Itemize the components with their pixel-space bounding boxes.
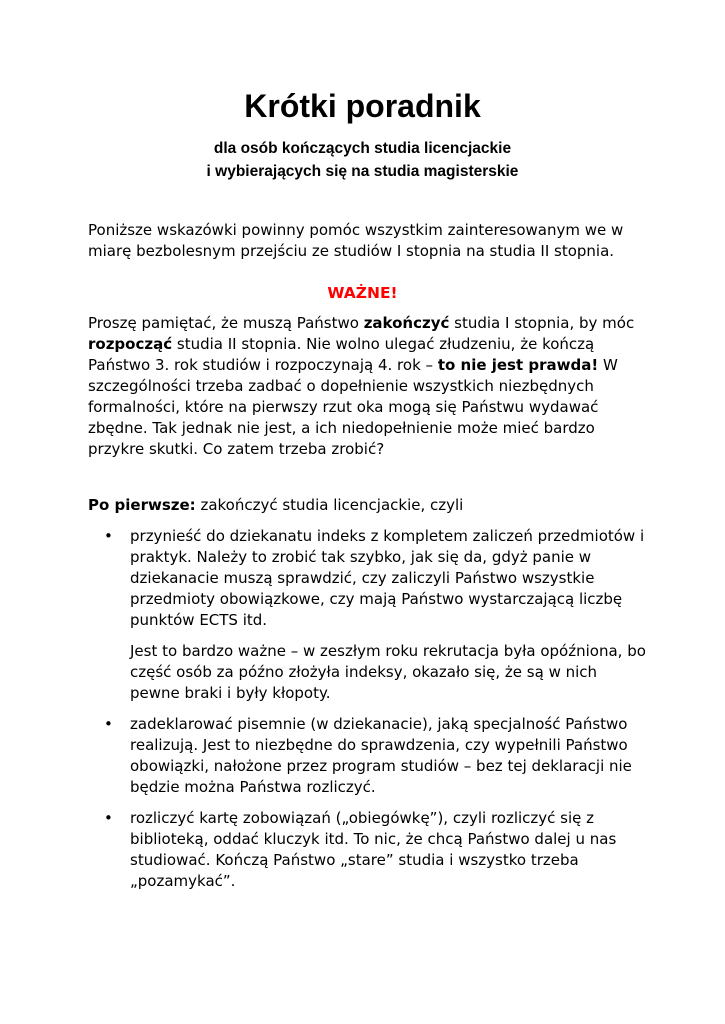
warning-text-1: Proszę pamiętać, że muszą Państwo [88, 314, 364, 332]
warning-text-4: W szczególności trzeba zadbać o dopełnienie wszystkich niezbędnych formalności, które na pierwszy rzut oka mogą się Państwu wydawać zbędne. Tak jednak nie jest, a ich niedopełnienie może mieć bardzo przykre skutki. Co zatem trzeba zrobić? [88, 356, 618, 458]
bullet-icon: • [104, 527, 113, 545]
list-item-note: Jest to bardzo ważne – w zeszłym roku rekrutacja była opóźniona, bo część osób za późno złożyła indeksy, okazało się, że są w nich pewne braki i były kłopoty. [130, 642, 646, 702]
warning-bold-start: rozpocząć [88, 335, 173, 353]
document-title: Krótki poradnik [244, 88, 481, 124]
warning-text-3: studia II stopnia. Nie wolno ulegać złudzeniu, że kończą Państwo 3. rok studiów i rozpoczynają 4. rok – [88, 335, 595, 374]
first-step-line [88, 495, 648, 516]
subtitle-line-1: dla osób kończących studia licencjackie [213, 140, 512, 157]
first-step-text: zakończyć studia licencjackie, czyli [195, 496, 464, 514]
list-item-text: przynieść do dziekanatu indeks z kompletem zaliczeń przedmiotów i praktyk. Należy to zrobić tak szybko, jak się da, gdyż panie w dziekanacie muszą sprawdzić, czy zaliczyli Państwo wszystkie przedmioty obowiązkowe, czy mają Państwo wystarczającą liczbę punktów ECTS itd. [130, 527, 645, 629]
warning-bold-not-true: to nie jest prawda! [437, 356, 599, 374]
list-item [88, 714, 648, 798]
list-item [88, 808, 648, 892]
list-item [88, 526, 648, 704]
intro-paragraph: Poniższe wskazówki powinny pomóc wszystkim zainteresowanym we w miarę bezbolesnym przejściu ze studiów I stopnia na studia II stopnia. [88, 221, 624, 260]
bullet-list [88, 526, 648, 902]
list-item-text: zadeklarować pisemnie (w dziekanacie), jaką specjalność Państwo realizują. Jest to niezbędne do sprawdzenia, czy wypełnili Państwo obowiązki, nałożone przez program studiów – bez tej deklaracji nie będzie można Państwa rozliczyć. [130, 715, 632, 796]
important-heading: WAŻNE! [327, 284, 398, 302]
subtitle-line-2: i wybierających się na studia magisterskie [206, 163, 519, 180]
list-item-text: rozliczyć kartę zobowiązań („obiegówkę”), czyli rozliczyć się z biblioteką, oddać kluczyk itd. To nic, że chcą Państwo dalej u nas studiować. Kończą Państwo „stare” studia i wszystko trzeba „pozamykać”. [130, 809, 617, 890]
bullet-icon: • [104, 809, 113, 827]
bullet-icon: • [104, 715, 113, 733]
first-step-label: Po pierwsze: [88, 496, 196, 514]
warning-text-2: studia I stopnia, by móc [449, 314, 635, 332]
document-subtitle [0, 137, 725, 183]
warning-bold-finish: zakończyć [363, 314, 450, 332]
warning-paragraph [88, 313, 648, 460]
